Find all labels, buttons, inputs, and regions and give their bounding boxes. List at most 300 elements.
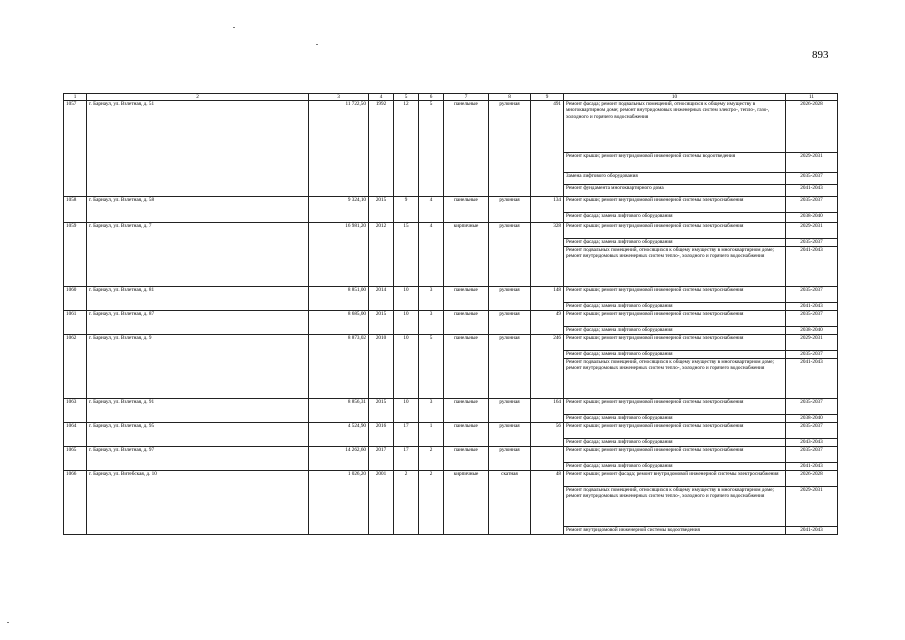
work-type-cell: Ремонт подвальных помещений, относящихся к общему имуществу в многоквартирном доме; ремонт внутридомовых инженерных систем тепло-, холодного и горячего водоснабжения (564, 359, 786, 399)
address-cell-continued (87, 487, 309, 527)
residents-cell: 134 (531, 197, 564, 213)
period-cell: 2041-2043 (786, 247, 838, 287)
column-number-9: 9 (531, 94, 564, 101)
table-row (64, 303, 838, 311)
floors-cell-continued (394, 359, 419, 399)
work-type-cell: Ремонт фундамента многоквартирного дома (564, 185, 786, 197)
address-cell-continued (87, 439, 309, 447)
wall-material-cell-continued (444, 239, 489, 247)
year-built-cell: 2017 (369, 447, 394, 463)
page-number: 893 (812, 49, 829, 61)
floors-cell-continued (394, 185, 419, 197)
year-built-cell: 2016 (369, 423, 394, 439)
table-row (64, 439, 838, 447)
wall-material-cell-continued (444, 327, 489, 335)
column-number-3: 3 (309, 94, 369, 101)
entrances-cell-continued (419, 351, 444, 359)
column-number-row (64, 94, 838, 101)
wall-material-cell: панельные (444, 423, 489, 439)
row-number-continued (64, 185, 87, 197)
work-type-cell: Ремонт крыши; ремонт внутридомовой инженерной системы электроснабжения (564, 335, 786, 351)
year-built-cell: 2015 (369, 197, 394, 213)
period-cell: 2041-2043 (786, 185, 838, 197)
entrances-cell-continued (419, 239, 444, 247)
column-number-7: 7 (444, 94, 489, 101)
wall-material-cell: панельные (444, 101, 489, 153)
residents-cell: 48 (531, 471, 564, 487)
year-built-cell-continued (369, 213, 394, 223)
wall-material-cell-continued (444, 439, 489, 447)
row-number-continued (64, 327, 87, 335)
area-cell-continued (309, 185, 369, 197)
residents-cell-continued (531, 303, 564, 311)
wall-material-cell-continued (444, 173, 489, 185)
work-type-cell: Ремонт внутридомовой инженерной системы водоотведения (564, 527, 786, 535)
table-row (64, 335, 838, 351)
year-built-cell-continued (369, 247, 394, 287)
year-built-cell-continued (369, 527, 394, 535)
work-type-cell: Ремонт крыши; ремонт внутридомовой инженерной системы электроснабжения (564, 197, 786, 213)
year-built-cell-continued (369, 359, 394, 399)
row-number-continued (64, 213, 87, 223)
column-number-1: 1 (64, 94, 87, 101)
column-number-4: 4 (369, 94, 394, 101)
work-type-cell: Ремонт фасада; замена лифтового оборудования (564, 239, 786, 247)
period-cell: 2035-2037 (786, 287, 838, 303)
wall-material-cell-continued (444, 527, 489, 535)
scan-speck (316, 44, 318, 45)
residents-cell (531, 447, 564, 463)
table-row (64, 311, 838, 327)
wall-material-cell-continued (444, 153, 489, 173)
area-cell: 8 873,02 (309, 335, 369, 351)
work-type-cell: Ремонт подвальных помещений, относящихся к общему имуществу в многоквартирном доме; ремонт внутридомовых инженерных систем тепло-, холодного и горячего водоснабжения (564, 247, 786, 287)
residents-cell-continued (531, 487, 564, 527)
year-built-cell-continued (369, 153, 394, 173)
residents-cell-continued (531, 327, 564, 335)
table-row (64, 327, 838, 335)
residents-cell: 49 (531, 311, 564, 327)
row-number: 1061 (64, 311, 87, 327)
row-number: 1060 (64, 287, 87, 303)
roof-type-cell-continued (489, 239, 531, 247)
year-built-cell: 2010 (369, 335, 394, 351)
wall-material-cell: кирпичные (444, 471, 489, 487)
table-row (64, 527, 838, 535)
column-number-11: 11 (786, 94, 838, 101)
year-built-cell-continued (369, 487, 394, 527)
table-row (64, 101, 838, 153)
residents-cell-continued (531, 173, 564, 185)
area-cell-continued (309, 327, 369, 335)
roof-type-cell-continued (489, 303, 531, 311)
work-type-cell: Ремонт крыши; ремонт внутридомовой инженерной системы электроснабжения (564, 311, 786, 327)
year-built-cell-continued (369, 173, 394, 185)
year-built-cell-continued (369, 463, 394, 471)
row-number-continued (64, 463, 87, 471)
entrances-cell: 4 (419, 223, 444, 239)
period-cell: 2035-2037 (786, 311, 838, 327)
area-cell-continued (309, 239, 369, 247)
address-cell-continued (87, 213, 309, 223)
wall-material-cell: панельные (444, 197, 489, 213)
floors-cell: 10 (394, 311, 419, 327)
roof-type-cell-continued (489, 415, 531, 423)
table-row (64, 223, 838, 239)
work-type-cell: Ремонт фасада; замена лифтового оборудования (564, 327, 786, 335)
residents-cell-continued (531, 415, 564, 423)
address-cell-continued (87, 303, 309, 311)
table-row (64, 423, 838, 439)
area-cell: 8 856,31 (309, 399, 369, 415)
row-number: 1062 (64, 335, 87, 351)
entrances-cell-continued (419, 527, 444, 535)
roof-type-cell-continued (489, 173, 531, 185)
entrances-cell-continued (419, 359, 444, 399)
floors-cell: 9 (394, 197, 419, 213)
residents-cell: 164 (531, 399, 564, 415)
floors-cell: 10 (394, 399, 419, 415)
table-body (64, 101, 838, 535)
entrances-cell: 2 (419, 471, 444, 487)
period-cell: 2026-2028 (786, 101, 838, 153)
roof-type-cell: рулонная (489, 311, 531, 327)
area-cell-continued (309, 415, 369, 423)
work-type-cell: Ремонт подвальных помещений, относящихся к общему имуществу в многоквартирном доме; ремонт внутридомовых инженерных систем тепло-, холодного и горячего водоснабжения (564, 487, 786, 527)
floors-cell: 15 (394, 223, 419, 239)
entrances-cell-continued (419, 415, 444, 423)
row-number-continued (64, 153, 87, 173)
address-cell: г. Барнаул, ул. Взлетная, д. 95 (87, 423, 309, 439)
table-row (64, 359, 838, 399)
period-cell: 2041-2043 (786, 463, 838, 471)
period-cell: 2035-2037 (786, 399, 838, 415)
table-row (64, 185, 838, 197)
period-cell: 2035-2037 (786, 173, 838, 185)
table-row (64, 415, 838, 423)
roof-type-cell-continued (489, 439, 531, 447)
entrances-cell: 2 (419, 447, 444, 463)
row-number-continued (64, 439, 87, 447)
wall-material-cell-continued (444, 185, 489, 197)
floors-cell: 12 (394, 101, 419, 153)
year-built-cell: 2014 (369, 287, 394, 303)
table-row (64, 197, 838, 213)
roof-type-cell: рулонная (489, 101, 531, 153)
residents-cell: 246 (531, 335, 564, 351)
work-type-cell: Ремонт фасада; замена лифтового оборудования (564, 213, 786, 223)
entrances-cell: 4 (419, 197, 444, 213)
row-number-continued (64, 173, 87, 185)
roof-type-cell: рулонная (489, 423, 531, 439)
work-type-cell: Ремонт фасада; замена лифтового оборудования (564, 351, 786, 359)
address-cell-continued (87, 415, 309, 423)
period-cell: 2035-2037 (786, 351, 838, 359)
entrances-cell-continued (419, 487, 444, 527)
area-cell-continued (309, 303, 369, 311)
work-type-cell: Ремонт крыши; ремонт внутридомовой инженерной системы электроснабжения (564, 423, 786, 439)
area-cell: 16 981,20 (309, 223, 369, 239)
row-number: 1057 (64, 101, 87, 153)
period-cell: 2041-2043 (786, 359, 838, 399)
area-cell-continued (309, 527, 369, 535)
area-cell: 9 324,10 (309, 197, 369, 213)
entrances-cell-continued (419, 173, 444, 185)
area-cell-continued (309, 359, 369, 399)
work-type-cell: Ремонт крыши; ремонт фасада; ремонт внутридомовой инженерной системы электроснабжения (564, 471, 786, 487)
residents-cell: 56 (531, 423, 564, 439)
address-cell-continued (87, 247, 309, 287)
period-cell: 2035-2037 (786, 197, 838, 213)
row-number-continued (64, 247, 87, 287)
row-number-continued (64, 351, 87, 359)
residents-cell-continued (531, 247, 564, 287)
table-row (64, 351, 838, 359)
period-cell: 2041-2043 (786, 303, 838, 311)
entrances-cell-continued (419, 439, 444, 447)
scan-speck (233, 27, 235, 28)
floors-cell-continued (394, 239, 419, 247)
address-cell-continued (87, 527, 309, 535)
work-type-cell: Замена лифтового оборудования (564, 173, 786, 185)
work-type-cell: Ремонт крыши; ремонт внутридомовой инженерной системы водоотведения (564, 153, 786, 173)
year-built-cell-continued (369, 239, 394, 247)
address-cell: г. Барнаул, ул. Взлетная, д. 51 (87, 101, 309, 153)
year-built-cell-continued (369, 327, 394, 335)
work-type-cell: Ремонт крыши; ремонт внутридомовой инженерной системы электроснабжения (564, 287, 786, 303)
year-built-cell: 2015 (369, 311, 394, 327)
address-cell: г. Барнаул, ул. Витебская, д. 10 (87, 471, 309, 487)
period-cell: 2038-2040 (786, 415, 838, 423)
table-row (64, 287, 838, 303)
wall-material-cell: панельные (444, 287, 489, 303)
entrances-cell-continued (419, 185, 444, 197)
address-cell-continued (87, 327, 309, 335)
table-row (64, 399, 838, 415)
table-row (64, 471, 838, 487)
roof-type-cell: рулонная (489, 287, 531, 303)
year-built-cell: 1992 (369, 101, 394, 153)
roof-type-cell-continued (489, 527, 531, 535)
work-type-cell: Ремонт крыши; ремонт внутридомовой инженерной системы электроснабжения (564, 223, 786, 239)
roof-type-cell-continued (489, 351, 531, 359)
residents-cell-continued (531, 351, 564, 359)
wall-material-cell-continued (444, 247, 489, 287)
floors-cell-continued (394, 487, 419, 527)
floors-cell-continued (394, 415, 419, 423)
wall-material-cell: панельные (444, 447, 489, 463)
residents-cell: 148 (531, 287, 564, 303)
wall-material-cell-continued (444, 359, 489, 399)
address-cell-continued (87, 351, 309, 359)
entrances-cell: 1 (419, 423, 444, 439)
period-cell: 2041-2043 (786, 527, 838, 535)
area-cell-continued (309, 153, 369, 173)
roof-type-cell-continued (489, 213, 531, 223)
entrances-cell: 5 (419, 101, 444, 153)
wall-material-cell-continued (444, 415, 489, 423)
floors-cell: 2 (394, 471, 419, 487)
table-row (64, 153, 838, 173)
row-number: 1058 (64, 197, 87, 213)
row-number-continued (64, 527, 87, 535)
floors-cell: 17 (394, 447, 419, 463)
address-cell-continued (87, 173, 309, 185)
address-cell: г. Барнаул, ул. Взлетная, д. 91 (87, 399, 309, 415)
residents-cell-continued (531, 213, 564, 223)
floors-cell-continued (394, 351, 419, 359)
roof-type-cell-continued (489, 487, 531, 527)
row-number: 1066 (64, 471, 87, 487)
year-built-cell: 2001 (369, 471, 394, 487)
column-number-2: 2 (87, 94, 309, 101)
wall-material-cell: панельные (444, 335, 489, 351)
residents-cell-continued (531, 463, 564, 471)
column-number-6: 6 (419, 94, 444, 101)
wall-material-cell-continued (444, 351, 489, 359)
year-built-cell-continued (369, 185, 394, 197)
column-number-10: 10 (564, 94, 786, 101)
table-row (64, 247, 838, 287)
area-cell: 11 722,50 (309, 101, 369, 153)
table-row (64, 173, 838, 185)
roof-type-cell: скатная (489, 471, 531, 487)
roof-type-cell: рулонная (489, 223, 531, 239)
row-number-continued (64, 415, 87, 423)
table-row (64, 463, 838, 471)
residents-cell: 328 (531, 223, 564, 239)
address-cell: г. Барнаул, ул. Взлетная, д. 97 (87, 447, 309, 463)
area-cell: 4 524,90 (309, 423, 369, 439)
year-built-cell: 2012 (369, 223, 394, 239)
area-cell-continued (309, 213, 369, 223)
row-number-continued (64, 487, 87, 527)
area-cell-continued (309, 463, 369, 471)
area-cell-continued (309, 351, 369, 359)
row-number: 1059 (64, 223, 87, 239)
residents-cell-continued (531, 527, 564, 535)
address-cell-continued (87, 153, 309, 173)
row-number-continued (64, 359, 87, 399)
roof-type-cell-continued (489, 185, 531, 197)
row-number: 1064 (64, 423, 87, 439)
year-built-cell-continued (369, 303, 394, 311)
period-cell: 2035-2037 (786, 423, 838, 439)
area-cell: 8 685,00 (309, 311, 369, 327)
table-row (64, 447, 838, 463)
roof-type-cell-continued (489, 327, 531, 335)
roof-type-cell: рулонная (489, 447, 531, 463)
floors-cell-continued (394, 463, 419, 471)
row-number-continued (64, 303, 87, 311)
area-cell-continued (309, 487, 369, 527)
row-number-continued (64, 239, 87, 247)
address-cell-continued (87, 463, 309, 471)
address-cell: г. Барнаул, ул. Взлетная, д. 9 (87, 335, 309, 351)
entrances-cell-continued (419, 463, 444, 471)
residents-cell-continued (531, 439, 564, 447)
period-cell: 2038-2040 (786, 327, 838, 335)
year-built-cell: 2015 (369, 399, 394, 415)
residents-cell-continued (531, 153, 564, 173)
roof-type-cell: рулонная (489, 399, 531, 415)
residents-cell-continued (531, 185, 564, 197)
row-number: 1065 (64, 447, 87, 463)
area-cell: 14 262,60 (309, 447, 369, 463)
work-type-cell: Ремонт крыши; ремонт внутридомовой инженерной системы электроснабжения (564, 447, 786, 463)
period-cell: 2029-2031 (786, 223, 838, 239)
period-cell: 2043-2043 (786, 439, 838, 447)
area-cell-continued (309, 247, 369, 287)
entrances-cell-continued (419, 213, 444, 223)
floors-cell-continued (394, 327, 419, 335)
year-built-cell-continued (369, 439, 394, 447)
entrances-cell: 3 (419, 399, 444, 415)
floors-cell: 10 (394, 287, 419, 303)
roof-type-cell: рулонная (489, 197, 531, 213)
period-cell: 2026-2028 (786, 471, 838, 487)
floors-cell-continued (394, 303, 419, 311)
roof-type-cell-continued (489, 359, 531, 399)
wall-material-cell-continued (444, 213, 489, 223)
year-built-cell-continued (369, 415, 394, 423)
entrances-cell-continued (419, 153, 444, 173)
floors-cell-continued (394, 247, 419, 287)
roof-type-cell: рулонная (489, 335, 531, 351)
wall-material-cell: кирпичные (444, 223, 489, 239)
residents-cell-continued (531, 239, 564, 247)
row-number: 1063 (64, 399, 87, 415)
wall-material-cell: панельные (444, 311, 489, 327)
work-type-cell: Ремонт фасада; замена лифтового оборудования (564, 463, 786, 471)
period-cell: 2029-2031 (786, 487, 838, 527)
area-cell: 8 851,00 (309, 287, 369, 303)
entrances-cell: 3 (419, 311, 444, 327)
entrances-cell: 3 (419, 287, 444, 303)
wall-material-cell-continued (444, 487, 489, 527)
period-cell: 2035-2037 (786, 447, 838, 463)
scan-speck (7, 622, 9, 623)
address-cell: г. Барнаул, ул. Взлетная, д. 81 (87, 287, 309, 303)
column-number-8: 8 (489, 94, 531, 101)
period-cell: 2035-2037 (786, 239, 838, 247)
wall-material-cell-continued (444, 303, 489, 311)
address-cell-continued (87, 185, 309, 197)
address-cell: г. Барнаул, ул. Взлетная, д. 87 (87, 311, 309, 327)
roof-type-cell-continued (489, 463, 531, 471)
floors-cell-continued (394, 173, 419, 185)
floors-cell-continued (394, 213, 419, 223)
floors-cell-continued (394, 439, 419, 447)
roof-type-cell-continued (489, 153, 531, 173)
period-cell: 2038-2040 (786, 213, 838, 223)
roof-type-cell-continued (489, 247, 531, 287)
wall-material-cell: панельные (444, 399, 489, 415)
area-cell-continued (309, 173, 369, 185)
floors-cell: 10 (394, 335, 419, 351)
housing-repair-table (63, 93, 838, 535)
floors-cell-continued (394, 527, 419, 535)
area-cell-continued (309, 439, 369, 447)
table-row (64, 487, 838, 527)
address-cell-continued (87, 359, 309, 399)
entrances-cell-continued (419, 247, 444, 287)
entrances-cell: 5 (419, 335, 444, 351)
floors-cell-continued (394, 153, 419, 173)
year-built-cell-continued (369, 351, 394, 359)
work-type-cell: Ремонт фасада; замена лифтового оборудования (564, 303, 786, 311)
work-type-cell: Ремонт фасада; ремонт подвальных помещений, относящихся к общему имуществу в многоквартирном доме; ремонт внутридомовых инженерных систем электро-, тепло-, газо-, холодного и горячего водоснабжения (564, 101, 786, 153)
